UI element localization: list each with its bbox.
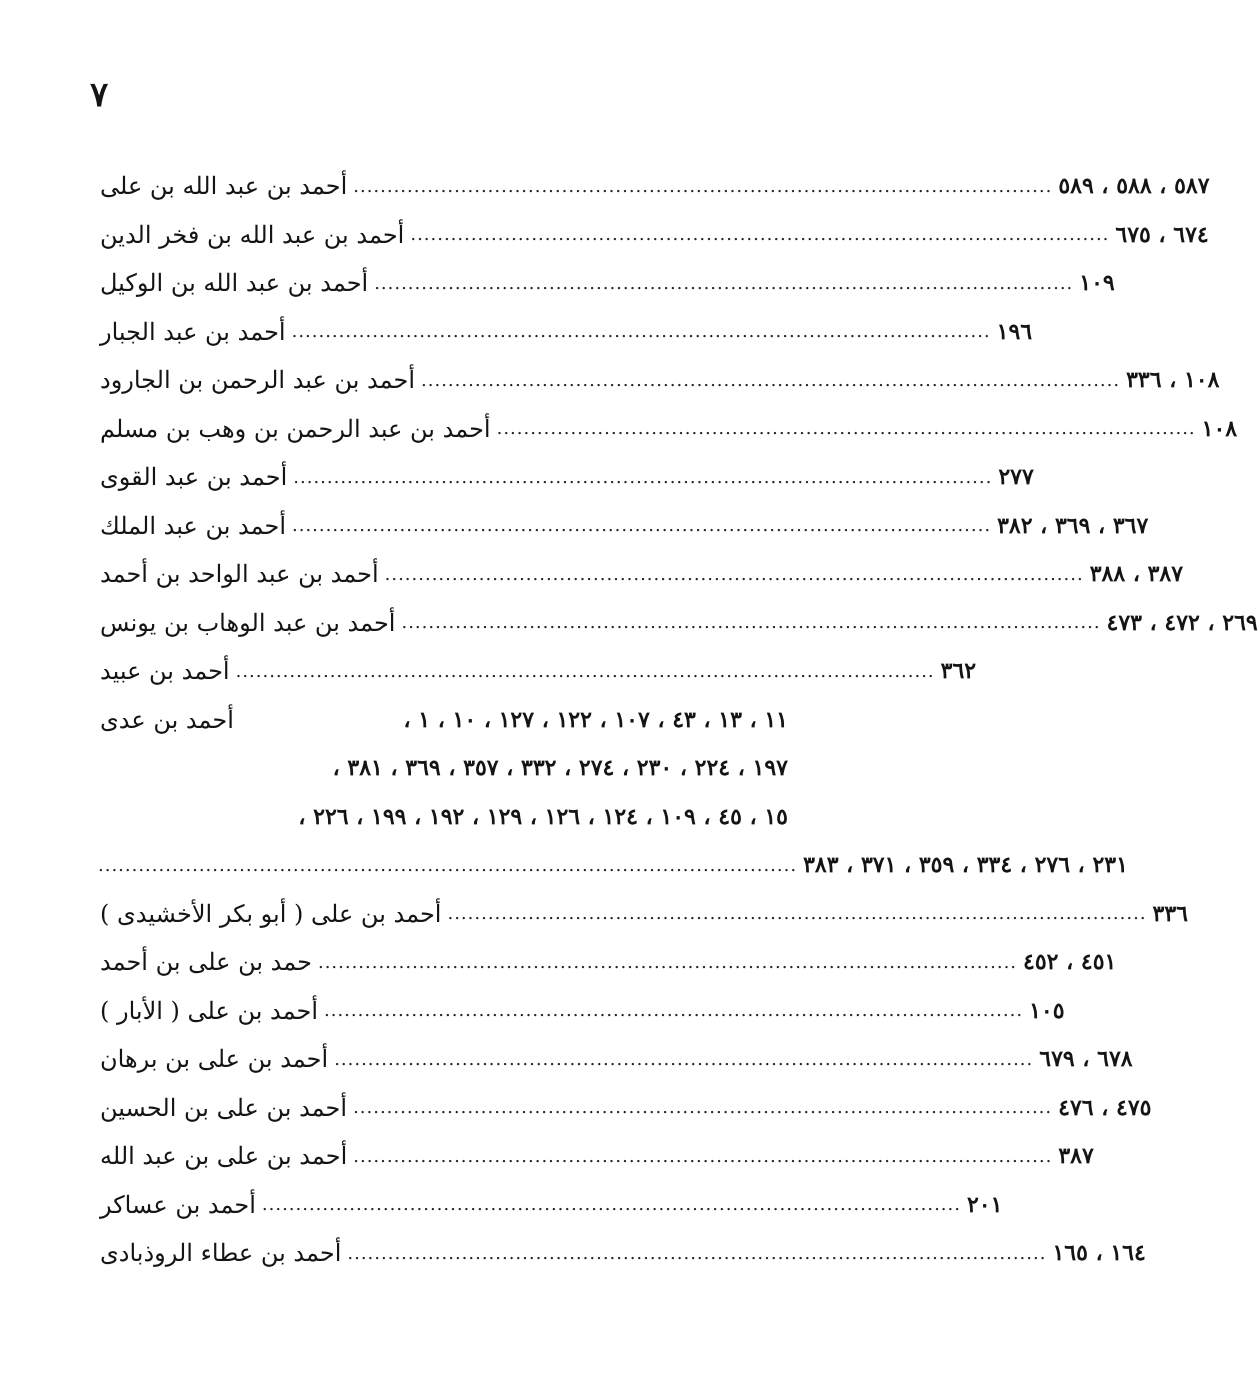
dot-leader: ........................................................................................................ — [353, 175, 1053, 197]
entry-pages: ٦٧٤ ، ٦٧٥ — [1115, 221, 1209, 248]
index-entry — [92, 259, 1115, 308]
entry-name: أحمد بن عطاء الروذبادى — [100, 1239, 342, 1268]
dot-leader: ........................................................................................................ — [353, 1097, 1053, 1119]
index-entry — [92, 890, 1188, 939]
entry-name: أحمد بن عبد الوهاب بن يونس — [100, 608, 396, 637]
entry-pages: ٢٠١ — [966, 1191, 1003, 1218]
index-entry-continuation — [92, 841, 1128, 890]
entry-pages: ١٩٦ — [996, 318, 1033, 345]
entry-name: أحمد بن عبد الله بن الوكيل — [100, 269, 369, 298]
index-entry — [92, 453, 1034, 502]
entry-name: أحمد بن عبد الجبار — [100, 317, 286, 346]
entry-pages: ١٦٤ ، ١٦٥ — [1052, 1240, 1146, 1267]
entry-pages: ١٠٩ — [1079, 270, 1115, 297]
entry-name: أحمد بن عبد الواحد بن أحمد — [100, 560, 379, 589]
index-entry — [92, 1035, 1133, 1084]
entry-pages: ١٠٨ ، ٣٣٦ — [1126, 367, 1220, 394]
index-entry — [92, 938, 1117, 987]
dot-leader: ........................................................................................................ — [447, 903, 1147, 925]
dot-leader: ........................................................................................................ — [334, 1048, 1034, 1070]
entry-pages: ٣٣٦ — [1152, 900, 1188, 927]
index-entry — [92, 696, 788, 745]
entry-name: أحمد بن عساكر — [100, 1190, 256, 1219]
dot-leader: ........................................................................................................ — [496, 418, 1196, 440]
dot-leader: ........................................................................................................ — [347, 1242, 1047, 1264]
entry-name: أحمد بن على ( الأبار ) — [100, 996, 319, 1025]
dot-leader: ........................................................................................................ — [421, 369, 1121, 391]
name-index-list — [92, 162, 1258, 1278]
dot-leader: ........................................................................................................ — [292, 515, 992, 537]
entry-name: حمد بن على بن أحمد — [100, 948, 312, 977]
entry-pages: ١٥ ، ٤٥ ، ١٠٩ ، ١٢٤ ، ١٢٦ ، ١٢٩ ، ١٩٢ ، ١٩٩ ، ٢٢٦ ، — [298, 803, 788, 830]
entry-pages: ١٠٥ — [1029, 997, 1065, 1024]
index-entry — [92, 211, 1209, 260]
entry-name: أحمد بن على بن برهان — [100, 1045, 329, 1074]
index-entry — [92, 1132, 1094, 1181]
dot-leader: ........................................................................................................ — [98, 854, 798, 876]
entry-pages: ١٩٧ ، ٢٢٤ ، ٢٣٠ ، ٢٧٤ ، ٣٣٢ ، ٣٥٧ ، ٣٦٩ ، ٣٨١ ، — [332, 755, 788, 782]
dot-leader: ........................................................................................................ — [291, 321, 991, 343]
index-entry-continuation — [92, 793, 788, 842]
dot-leader: ........................................................................................................ — [293, 466, 993, 488]
dot-leader: ........................................................................................................ — [353, 1145, 1053, 1167]
entry-pages: ٦٧٨ ، ٦٧٩ — [1039, 1046, 1133, 1073]
entry-name: أحمد بن على بن عبد الله — [100, 1142, 348, 1171]
index-entry — [92, 1084, 1152, 1133]
index-entry — [92, 1181, 1003, 1230]
entry-name: أحمد بن عبد الرحمن بن الجارود — [100, 366, 416, 395]
index-entry — [92, 987, 1065, 1036]
index-entry — [92, 550, 1184, 599]
entry-name: أحمد بن عبيد — [100, 657, 230, 686]
entry-name: أحمد بن على بن الحسين — [100, 1093, 348, 1122]
entry-pages: ٣٦٧ ، ٣٦٩ ، ٣٨٢ — [997, 512, 1149, 539]
index-entry — [92, 1229, 1146, 1278]
dot-leader: ........................................................................................................ — [410, 224, 1110, 246]
dot-leader: ........................................................................................................ — [384, 563, 1084, 585]
entry-name: أحمد بن عبد الملك — [100, 511, 286, 540]
dot-leader: ........................................................................................................ — [261, 1194, 961, 1216]
entry-pages: ٤٧٥ ، ٤٧٦ — [1058, 1094, 1152, 1121]
index-entry-continuation — [92, 744, 788, 793]
entry-pages: ٢٦٩ ، ٤٧٢ ، ٤٧٣ — [1106, 609, 1258, 636]
entry-pages: ٢٣١ ، ٢٧٦ ، ٣٣٤ ، ٣٥٩ ، ٣٧١ ، ٣٨٣ — [803, 852, 1128, 879]
index-entry — [92, 599, 1258, 648]
entry-pages: ٥٨٧ ، ٥٨٨ ، ٥٨٩ — [1058, 173, 1210, 200]
entry-pages: ٤٥١ ، ٤٥٢ — [1023, 949, 1117, 976]
page-number: ٧ — [90, 75, 109, 115]
dot-leader: ........................................................................................................ — [317, 951, 1018, 973]
entry-pages: ٣٨٧ — [1058, 1143, 1094, 1170]
entry-name: أحمد بن على ( أبو بكر الأخشيدى ) — [100, 899, 442, 928]
dot-leader: ........................................................................................................ — [401, 612, 1101, 634]
entry-name: أحمد بن عبد الرحمن بن وهب بن مسلم — [100, 414, 491, 443]
index-entry — [92, 162, 1210, 211]
entry-name: أحمد بن عبد الله بن على — [100, 172, 348, 201]
entry-pages: ١٠٨ — [1201, 415, 1238, 442]
entry-name: أحمد بن عبد القوى — [100, 463, 288, 492]
entry-pages: ٣٨٧ ، ٣٨٨ — [1089, 561, 1184, 588]
entry-name: أحمد بن عدى — [100, 705, 234, 734]
entry-name: أحمد بن عبد الله بن فخر الدين — [100, 220, 405, 249]
dot-leader: ........................................................................................................ — [324, 1000, 1024, 1022]
index-entry — [92, 308, 1033, 357]
index-entry — [92, 405, 1238, 454]
index-entry — [92, 356, 1220, 405]
index-entry — [92, 647, 977, 696]
dot-leader: ........................................................................................................ — [374, 272, 1074, 294]
entry-pages: ١١ ، ١٣ ، ٤٣ ، ١٠٧ ، ١٢٢ ، ١٢٧ ، ١٠ ، ١ ، — [403, 706, 788, 733]
entry-pages: ٣٦٢ — [940, 658, 977, 685]
dot-leader: ........................................................................................................ — [235, 660, 935, 682]
index-entry — [92, 502, 1149, 551]
entry-pages: ٢٧٧ — [998, 464, 1034, 491]
